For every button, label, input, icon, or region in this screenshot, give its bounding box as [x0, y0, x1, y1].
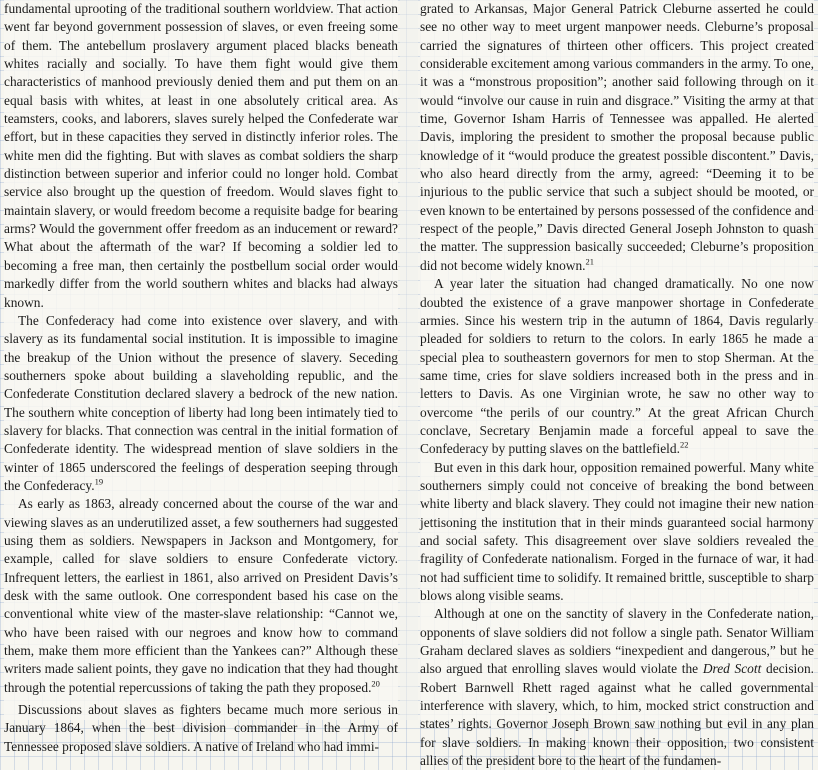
paragraph-opposition	[420, 459, 814, 606]
footnote-marker[interactable]: 22	[679, 439, 689, 450]
paragraph-confederacy-slavery	[4, 312, 398, 495]
right-text-column	[420, 0, 814, 769]
paragraph-text: grated to Arkansas, Major General Patrick Cleburne asserted he could see no other way to meet urgent manpower needs. Cleburne’s proposal carried the signatures of thirteen other officers. This project created considerable excitement among various commanders in the army. To one, it was a “monstrous proposition”; another said following through on it would “involve our cause in ruin and disgrace.” Visiting the army at that time, Governor Isham Harris of Tennessee was appalled. He alerted Davis, imploring the president to smother the proposal because public knowledge of it “would produce the greatest possible discontent.” Davis, who also heard directly from the army, agreed: “Deeming it to be injurious to the public service that such a subject should be mooted, or even known to be entertained by persons possessed of the confidence and respect of the people,” Davis directed General Joseph Johnston to quash the matter. The suppression basically succeeded; Cleburne’s proposition did not become widely known.	[420, 1, 814, 273]
paragraph-cleburne-intro	[4, 701, 398, 756]
paragraph-text-after: decision. Robert Barnwell Rhett raged against what he called governmental interference with slavery, which, to him, mocked strict construction and states’ rights. Governor Joseph Brown saw nothing but evil in any plan for slave soldiers. In making known their opposition, two consistent allies of the president bore to the heart of the fundamen-	[420, 661, 814, 769]
paragraph-early-proposals	[4, 495, 398, 697]
paragraph-year-later	[420, 275, 814, 458]
column-gutter	[400, 0, 418, 720]
paragraph-text: fundamental uprooting of the traditional southern worldview. That action went far beyond government possession of slaves, or even freeing some of them. The antebellum proslavery argument placed blacks beneath whites racially and socially. To have them fight would give them characteristics of manhood previously denied them and put them on an equal basis with whites, at least in one absolutely critical area. As teamsters, cooks, and laborers, slaves surely helped the Confederate war effort, but in these capacities they served in distinctly inferior roles. The white men did the fighting. But with slaves as combat soldiers the sharp distinction between superior and inferior could no longer hold. Combat service also brought up the question of freedom. Would slaves fight to maintain slavery, or would freedom become a requisite badge for bearing arms? Would the government offer freedom as an inducement or reward? What about the aftermath of the war? If becoming a soldier led to becoming a free man, then certainly the postbellum social order would markedly differ from the world southern whites and blacks had always known.	[4, 1, 398, 310]
case-title-italic: Dred Scott	[702, 661, 762, 677]
paragraph-cleburne-proposal	[420, 0, 814, 275]
paragraph-text: A year later the situation had changed dramatically. No one now doubted the existence of a grave manpower shortage in Confederate armies. Since his western trip in the autumn of 1864, Davis regularly pleaded for soldiers to return to the colors. In early 1865 he made a special plea to southeastern governors for men to stop Sherman. At the same time, cries for slave soldiers increased both in the press and in letters to Davis. As one Virginian wrote, he saw no other way to overcome “the perils of our country.” At the great African Church conclave, Secretary Benjamin made a forceful appeal to save the Confederacy by putting slaves on the battlefield.	[420, 276, 814, 457]
paragraph-manhood-argument	[4, 0, 398, 312]
paragraph-text-before: Although at one on the sanctity of slavery in the Confederate nation, opponents of slave soldiers did not follow a single path. Senator William Graham declared slaves as soldiers “inexpedient and dangerous,” but he also argued that enrolling slaves would violate the	[420, 606, 814, 677]
footnote-marker[interactable]: 20	[371, 678, 380, 689]
paragraph-text: As early as 1863, already concerned about the course of the war and viewing slaves as an underutilized asset, a few southerners had suggested using them as soldiers. Newspapers in Jackson and Montgomery, for example, called for slave soldiers to ensure Confederate victory. Infrequent letters, the earliest in 1861, also arrived on President Davis’s desk with the same outlook. One correspondent based his case on the conventional white view of the master-slave relationship: “Cannot we, who have been raised with our negroes and know how to command them, make them more efficient than the Yankees can?” Although these writers made salient points, they gave no indication that they had thought through the potential repercussions of taking the path they proposed.	[4, 496, 398, 695]
footnote-marker[interactable]: 19	[94, 476, 104, 487]
paragraph-text: But even in this dark hour, opposition remained powerful. Many white southerners simply could not conceive of breaking the bond between white liberty and black slavery. They could not imagine their new nation jettisoning the institution that in their minds guaranteed social harmony and social safety. This disagreement over slave soldiers revealed the fragility of Confederate nationalism. Forged in the furnace of war, it had not had sufficient time to solidify. It remained brittle, susceptible to sharp blows along visible seams.	[420, 459, 814, 603]
paragraph-text: The Confederacy had come into existence over slavery, and with slavery as its fundamental social institution. It is impossible to imagine the breakup of the Union without the presence of slavery. Seceding southerners spoke about building a slaveholding republic, and the Confederate Constitution declared slavery a bedrock of the new nation. The southern white conception of liberty had long been intimately tied to slavery for blacks. That connection was central in the initial formation of Confederate identity. The widespread mention of slave soldiers in the winter of 1865 underscored the feelings of desperation seeping through the Confederacy.	[4, 312, 398, 493]
footnote-marker[interactable]: 21	[585, 256, 594, 267]
paragraph-text: Discussions about slaves as fighters became much more serious in January 1864, when the best division commander in the Army of Tennessee proposed slave soldiers. A native of Ireland who had immi-	[4, 702, 398, 754]
paragraph-opponents-paths	[420, 605, 814, 770]
left-text-column	[4, 0, 398, 754]
